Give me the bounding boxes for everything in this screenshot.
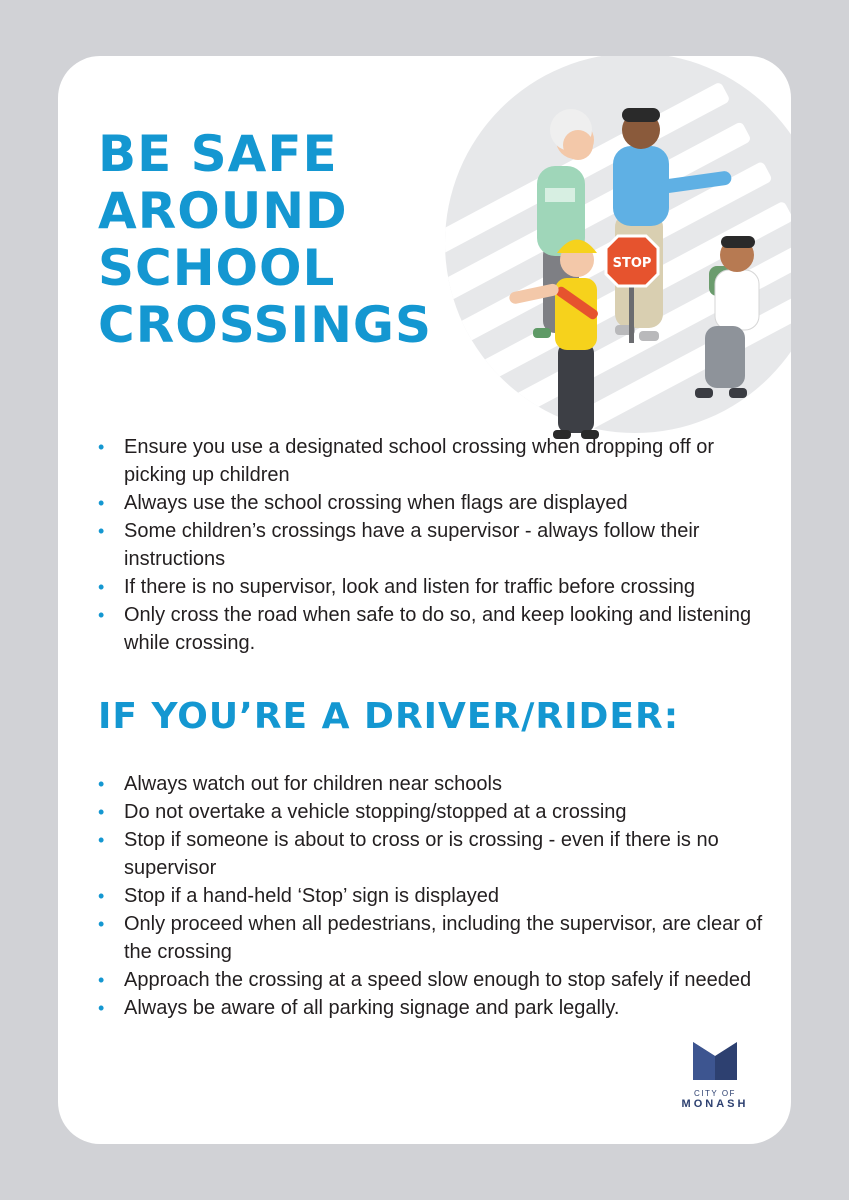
poster-card [58, 56, 791, 1144]
title-line-3: SCHOOL [98, 239, 336, 297]
list-item: • Stop if someone is about to cross or is crossing - even if there is no supervisor [98, 826, 768, 882]
title-line-2: AROUND [98, 182, 348, 240]
pedestrian-tips-list [98, 433, 768, 657]
list-item: • Ensure you use a designated school crossing when dropping off or picking up children [98, 433, 768, 489]
title-line-4: CROSSINGS [98, 296, 432, 354]
stop-sign-text: STOP [612, 256, 652, 271]
title-line-1: BE SAFE [98, 125, 338, 183]
logo-line-2: MONASH [681, 1098, 749, 1110]
list-item: • If there is no supervisor, look and listen for traffic before crossing [98, 573, 768, 601]
driver-section-heading: IF YOU’RE A DRIVER/RIDER: [98, 696, 680, 737]
list-item: • Stop if a hand-held ‘Stop’ sign is displayed [98, 882, 768, 910]
list-item: • Only cross the road when safe to do so, and keep looking and listening while crossing. [98, 601, 768, 657]
list-item: • Approach the crossing at a speed slow enough to stop safely if needed [98, 966, 768, 994]
monash-m-icon [693, 1042, 737, 1080]
list-item: • Always be aware of all parking signage and park legally. [98, 994, 768, 1022]
list-item: • Always watch out for children near schools [98, 770, 768, 798]
list-item: • Always use the school crossing when flags are displayed [98, 489, 768, 517]
city-of-monash-logo [670, 1042, 760, 1110]
list-item: • Do not overtake a vehicle stopping/stopped at a crossing [98, 798, 768, 826]
logo-line-1: CITY OF [694, 1089, 736, 1098]
school-crossing-illustration [403, 56, 791, 448]
page-title [98, 126, 432, 354]
list-item: • Some children’s crossings have a supervisor - always follow their instructions [98, 517, 768, 573]
driver-tips-list [98, 770, 768, 1022]
list-item: • Only proceed when all pedestrians, including the supervisor, are clear of the crossing [98, 910, 768, 966]
